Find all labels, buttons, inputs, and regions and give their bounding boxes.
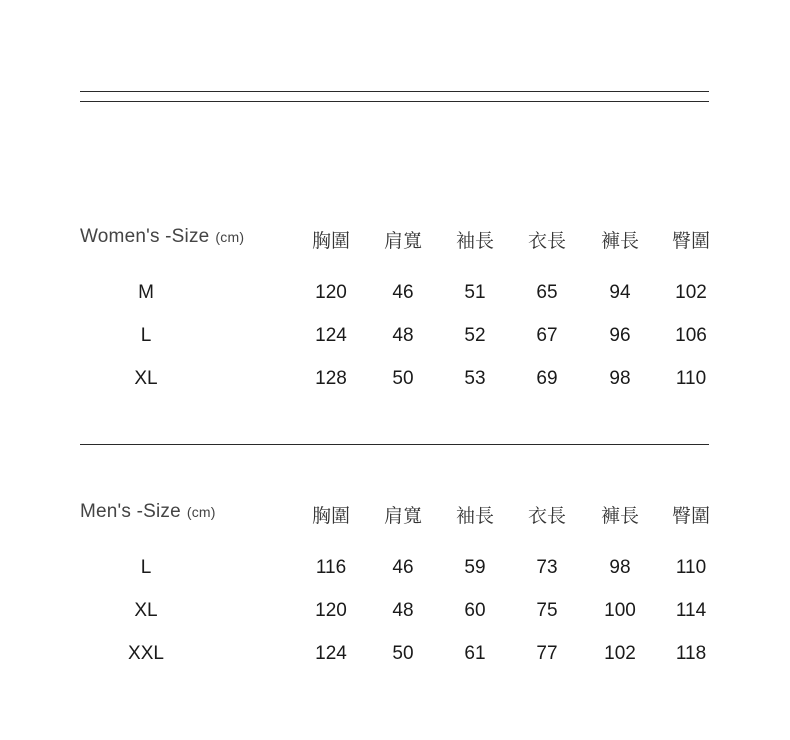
cell-sleeve: 53: [464, 368, 486, 389]
table-row: [80, 325, 720, 368]
cell-length: 67: [536, 325, 558, 346]
cell-shoulder: 48: [392, 600, 414, 621]
cell-shoulder: 50: [392, 368, 414, 389]
size-label: L: [140, 325, 152, 346]
women-unit: (cm): [215, 229, 245, 245]
cell-length: 65: [536, 282, 558, 303]
size-label: XL: [134, 368, 158, 389]
cell-sleeve: 60: [464, 600, 486, 621]
cell-pants-length: 94: [609, 282, 631, 303]
col-head-pants-length: 褲長: [600, 505, 639, 527]
cell-hip: 106: [675, 325, 707, 346]
cell-chest: 116: [315, 557, 347, 578]
cell-length: 75: [536, 600, 558, 621]
cell-hip: 114: [675, 600, 707, 621]
size-label: M: [138, 282, 154, 303]
cell-hip: 118: [675, 643, 707, 664]
table-row: [80, 557, 720, 600]
size-label: XXL: [128, 643, 164, 664]
top-rule-1: [80, 91, 709, 92]
cell-shoulder: 46: [392, 282, 414, 303]
table-row: [80, 282, 720, 325]
col-head-chest: 胸圍: [311, 505, 350, 527]
size-label: L: [140, 557, 152, 578]
cell-chest: 128: [315, 368, 347, 389]
col-head-hip: 臀圍: [671, 230, 710, 252]
women-table-title: [80, 226, 244, 248]
top-rule-2: [80, 101, 709, 102]
cell-shoulder: 46: [392, 557, 414, 578]
men-header-row: [80, 501, 720, 557]
col-head-length: 衣長: [527, 505, 566, 527]
cell-sleeve: 61: [464, 643, 486, 664]
cell-chest: 120: [315, 282, 347, 303]
women-header-row: [80, 226, 720, 282]
cell-length: 69: [536, 368, 558, 389]
cell-chest: 124: [315, 643, 347, 664]
cell-sleeve: 51: [464, 282, 486, 303]
col-head-shoulder: 肩寬: [383, 230, 422, 252]
col-head-shoulder: 肩寬: [383, 505, 422, 527]
cell-hip: 110: [675, 368, 707, 389]
table-row: [80, 643, 720, 686]
cell-shoulder: 50: [392, 643, 414, 664]
cell-shoulder: 48: [392, 325, 414, 346]
cell-length: 77: [536, 643, 558, 664]
cell-hip: 102: [675, 282, 707, 303]
cell-sleeve: 59: [464, 557, 486, 578]
table-row: [80, 368, 720, 411]
cell-pants-length: 102: [604, 643, 636, 664]
col-head-length: 衣長: [527, 230, 566, 252]
men-size-table: [80, 501, 720, 686]
cell-pants-length: 100: [604, 600, 636, 621]
men-unit: (cm): [186, 504, 216, 520]
men-title-text: Men's -Size: [80, 501, 181, 522]
col-head-hip: 臀圍: [671, 505, 710, 527]
women-title-text: Women's -Size: [80, 226, 210, 247]
women-size-table: [80, 226, 720, 411]
size-label: XL: [134, 600, 158, 621]
col-head-sleeve: 袖長: [455, 505, 494, 527]
cell-chest: 124: [315, 325, 347, 346]
cell-pants-length: 98: [609, 368, 631, 389]
cell-pants-length: 96: [609, 325, 631, 346]
col-head-chest: 胸圍: [311, 230, 350, 252]
cell-chest: 120: [315, 600, 347, 621]
men-table-title: [80, 501, 216, 523]
cell-hip: 110: [675, 557, 707, 578]
table-row: [80, 600, 720, 643]
col-head-sleeve: 袖長: [455, 230, 494, 252]
section-divider: [80, 444, 709, 445]
cell-length: 73: [536, 557, 558, 578]
cell-pants-length: 98: [609, 557, 631, 578]
col-head-pants-length: 褲長: [600, 230, 639, 252]
cell-sleeve: 52: [464, 325, 486, 346]
